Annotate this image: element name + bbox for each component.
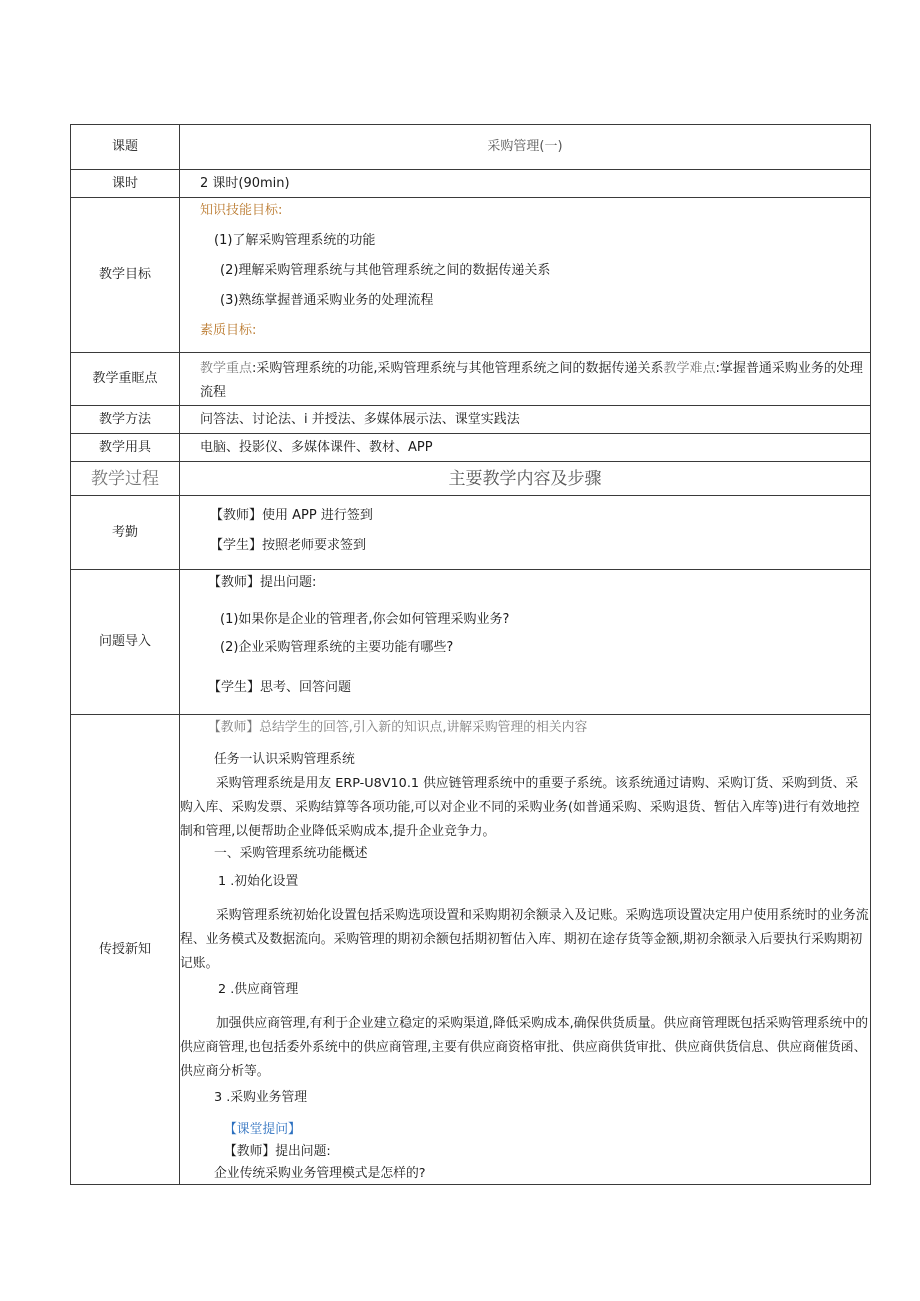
new-knowledge-row bbox=[71, 715, 871, 1185]
intro-question-2: (2)企业采购管理系统的主要功能有哪些? bbox=[220, 640, 454, 655]
goal-item-2: (2)理解采购管理系统与其他管理系统之间的数据传递关系 bbox=[220, 263, 551, 278]
teacher-question: 【教师】提出问题: bbox=[224, 1144, 331, 1159]
new-knowledge-label: 传授新知 bbox=[71, 715, 180, 1185]
hours-label: 课时 bbox=[71, 170, 180, 198]
key-text: :采购管理系统的功能,采购管理系统与其他管理系统之间的数据传递关系 bbox=[252, 361, 664, 376]
methods-value: 问答法、讨论法、i 并授法、多媒体展示法、课堂实践法 bbox=[200, 411, 520, 427]
keypoints-content bbox=[180, 353, 871, 406]
diff-text: :掌握普通采购业务的处理流程 bbox=[200, 361, 863, 400]
process-header-row bbox=[71, 462, 871, 496]
keypoints-row bbox=[71, 353, 871, 406]
keypoints-label: 教学重眶点 bbox=[71, 353, 180, 406]
section-heading-1: 一、采购管理系统功能概述 bbox=[214, 846, 368, 861]
methods-label: 教学方法 bbox=[71, 406, 180, 434]
tools-row bbox=[71, 434, 871, 462]
teacher-summary: 【教师】总结学生的回答,引入新的知识点,讲解采购管理的相关内容 bbox=[208, 720, 588, 735]
attendance-teacher: 【教师】使用 APP 进行签到 bbox=[210, 508, 373, 523]
hours-value: 2 课时(90min) bbox=[200, 175, 290, 191]
intro-student: 【学生】思考、回答问题 bbox=[208, 680, 352, 695]
intro-label: 问题导入 bbox=[71, 570, 180, 715]
lesson-plan-table bbox=[70, 124, 871, 1185]
task-heading: 任务一认识采购管理系统 bbox=[214, 752, 355, 767]
diff-tag: 教学难点 bbox=[663, 361, 716, 376]
goals-label: 教学目标 bbox=[71, 198, 180, 353]
intro-question-1: (1)如果你是企业的管理者,你会如何管理采购业务? bbox=[220, 612, 510, 627]
paragraph-overview: 采购管理系统是用友 ERP-U8V10.1 供应链管理系统中的重要子系统。该系统通过请购、采购订货、采购到货、采购入库、采购发票、采购结算等各项功能,可以对企业不同的采购业务(如普通采购、采购退货、暂估入库等)进行有效地控制和管理,以便帮助企业降低采购成本,提升企业竞争力。 bbox=[180, 776, 860, 839]
subsection-supplier: 2 .供应商管理 bbox=[218, 982, 299, 997]
subsection-business: 3 .采购业务管理 bbox=[214, 1090, 308, 1105]
subsection-init: 1 .初始化设置 bbox=[218, 874, 299, 889]
key-tag: 教学重点 bbox=[200, 361, 253, 376]
goal-item-1: (1)了解采购管理系统的功能 bbox=[214, 233, 376, 248]
quality-heading: 素质目标: bbox=[200, 323, 257, 338]
tools-label: 教学用具 bbox=[71, 434, 180, 462]
intro-row bbox=[71, 570, 871, 715]
intro-teacher: 【教师】提出问题: bbox=[208, 575, 317, 590]
attendance-student: 【学生】按照老师要求签到 bbox=[210, 538, 367, 553]
goals-row bbox=[71, 198, 871, 353]
paragraph-supplier: 加强供应商管理,有利于企业建立稳定的采购渠道,降低采购成本,确保供货质量。供应商管理既包括采购管理系统中的供应商管理,也包括委外系统中的供应商管理,主要有供应商资格审批、供应商供货审批、供应商供货信息、供应商催货函、供应商分析等。 bbox=[180, 1016, 869, 1079]
lesson-title: 采购管理(一) bbox=[180, 125, 871, 170]
methods-row bbox=[71, 406, 871, 434]
hours-row bbox=[71, 170, 871, 198]
attendance-row bbox=[71, 496, 871, 570]
goal-item-3: (3)熟练掌握普通采购业务的处理流程 bbox=[220, 293, 434, 308]
knowledge-heading: 知识技能目标: bbox=[200, 203, 283, 218]
title-label: 课题 bbox=[71, 125, 180, 170]
tools-value: 电脑、投影仪、多媒体课件、教材、APP bbox=[200, 439, 433, 455]
title-row bbox=[71, 125, 871, 170]
paragraph-init: 采购管理系统初始化设置包括采购选项设置和采购期初余额录入及记账。采购选项设置决定用户使用系统时的业务流程、业务模式及数据流向。采购管理的期初余额包括期初暂估入库、期初在途存货等金额,期初余额录入后要执行采购期初记账。 bbox=[180, 908, 869, 971]
question-text: 企业传统采购业务管理模式是怎样的? bbox=[214, 1166, 426, 1181]
process-label: 教学过程 bbox=[71, 462, 180, 496]
attendance-label: 考勤 bbox=[71, 496, 180, 570]
class-question-tag: 【课堂提问】 bbox=[224, 1122, 301, 1137]
process-header: 主要教学内容及步骤 bbox=[180, 462, 871, 496]
